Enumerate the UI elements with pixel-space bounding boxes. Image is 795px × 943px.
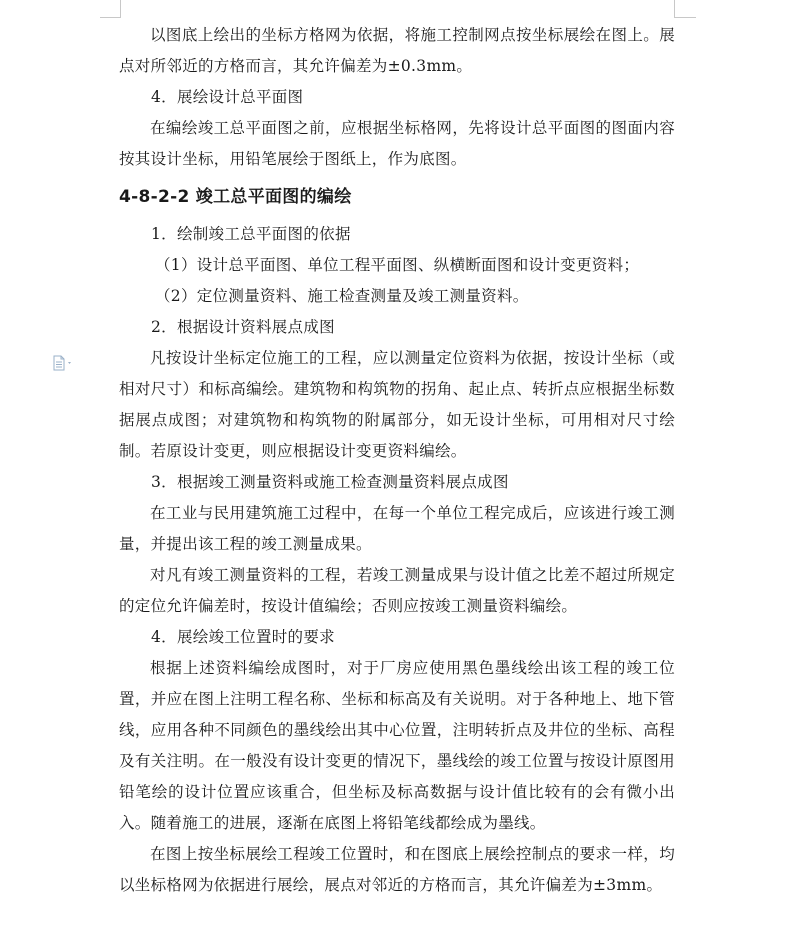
paragraph: 在图上按坐标展绘工程竣工位置时，和在图底上展绘控制点的要求一样，均以坐标格网为依据进行展绘，展点对邻近的方格而言，其允许偏差为±3mm。 — [119, 845, 675, 894]
paragraph: 根据上述资料编绘成图时，对于厂房应使用黑色墨线绘出该工程的竣工位置，并应在图上注明工程名称、坐标和标高及有关说明。对于各种地上、地下管线，应用各种不同颜色的墨线绘出其中心位置，注明转折点及井位的坐标、高程及有关注明。在一般没有设计变更的情况下，墨线绘的竣工位置与按设计原图用铅笔绘的设计位置应该重合，但坐标及标高数据与设计值比较有的会有微小出入。随着施工的进展，逐渐在底图上将铅笔线都绘成为墨线。 — [119, 659, 675, 832]
section-heading: 4-8-2-2 竣工总平面图的编绘 — [119, 187, 352, 207]
document-icon[interactable] — [52, 355, 76, 371]
numbered-item: 1．绘制竣工总平面图的依据 — [151, 225, 351, 243]
document-body — [119, 20, 675, 901]
sub-item: （1）设计总平面图、单位工程平面图、纵横断面图和设计变更资料； — [155, 256, 640, 274]
numbered-item: 4．展绘设计总平面图 — [151, 88, 304, 106]
numbered-item: 2．根据设计资料展点成图 — [151, 318, 335, 336]
paragraph: 在工业与民用建筑施工过程中，在每一个单位工程完成后，应该进行竣工测量，并提出该工程的竣工测量成果。 — [119, 504, 675, 553]
crop-mark — [100, 17, 121, 18]
sub-item: （2）定位测量资料、施工检查测量及竣工测量资料。 — [155, 287, 529, 305]
crop-mark — [674, 0, 675, 18]
paragraph: 在编绘竣工总平面图之前，应根据坐标格网，先将设计总平面图的图面内容按其设计坐标，用铅笔展绘于图纸上，作为底图。 — [119, 119, 675, 168]
numbered-item: 3．根据竣工测量资料或施工检查测量资料展点成图 — [151, 473, 509, 491]
paragraph: 对凡有竣工测量资料的工程，若竣工测量成果与设计值之比差不超过所规定的定位允许偏差时，按设计值编绘；否则应按竣工测量资料编绘。 — [119, 566, 675, 615]
crop-mark — [674, 17, 696, 18]
crop-mark — [120, 0, 121, 18]
numbered-item: 4．展绘竣工位置时的要求 — [151, 628, 335, 646]
paragraph: 以图底上绘出的坐标方格网为依据，将施工控制网点按坐标展绘在图上。展点对所邻近的方格而言，其允许偏差为±0.3mm。 — [119, 26, 675, 75]
paragraph: 凡按设计坐标定位施工的工程，应以测量定位资料为依据，按设计坐标（或相对尺寸）和标高编绘。建筑物和构筑物的拐角、起止点、转折点应根据坐标数据展点成图；对建筑物和构筑物的附属部分，如无设计坐标，可用相对尺寸绘制。若原设计变更，则应根据设计变更资料编绘。 — [119, 349, 675, 460]
